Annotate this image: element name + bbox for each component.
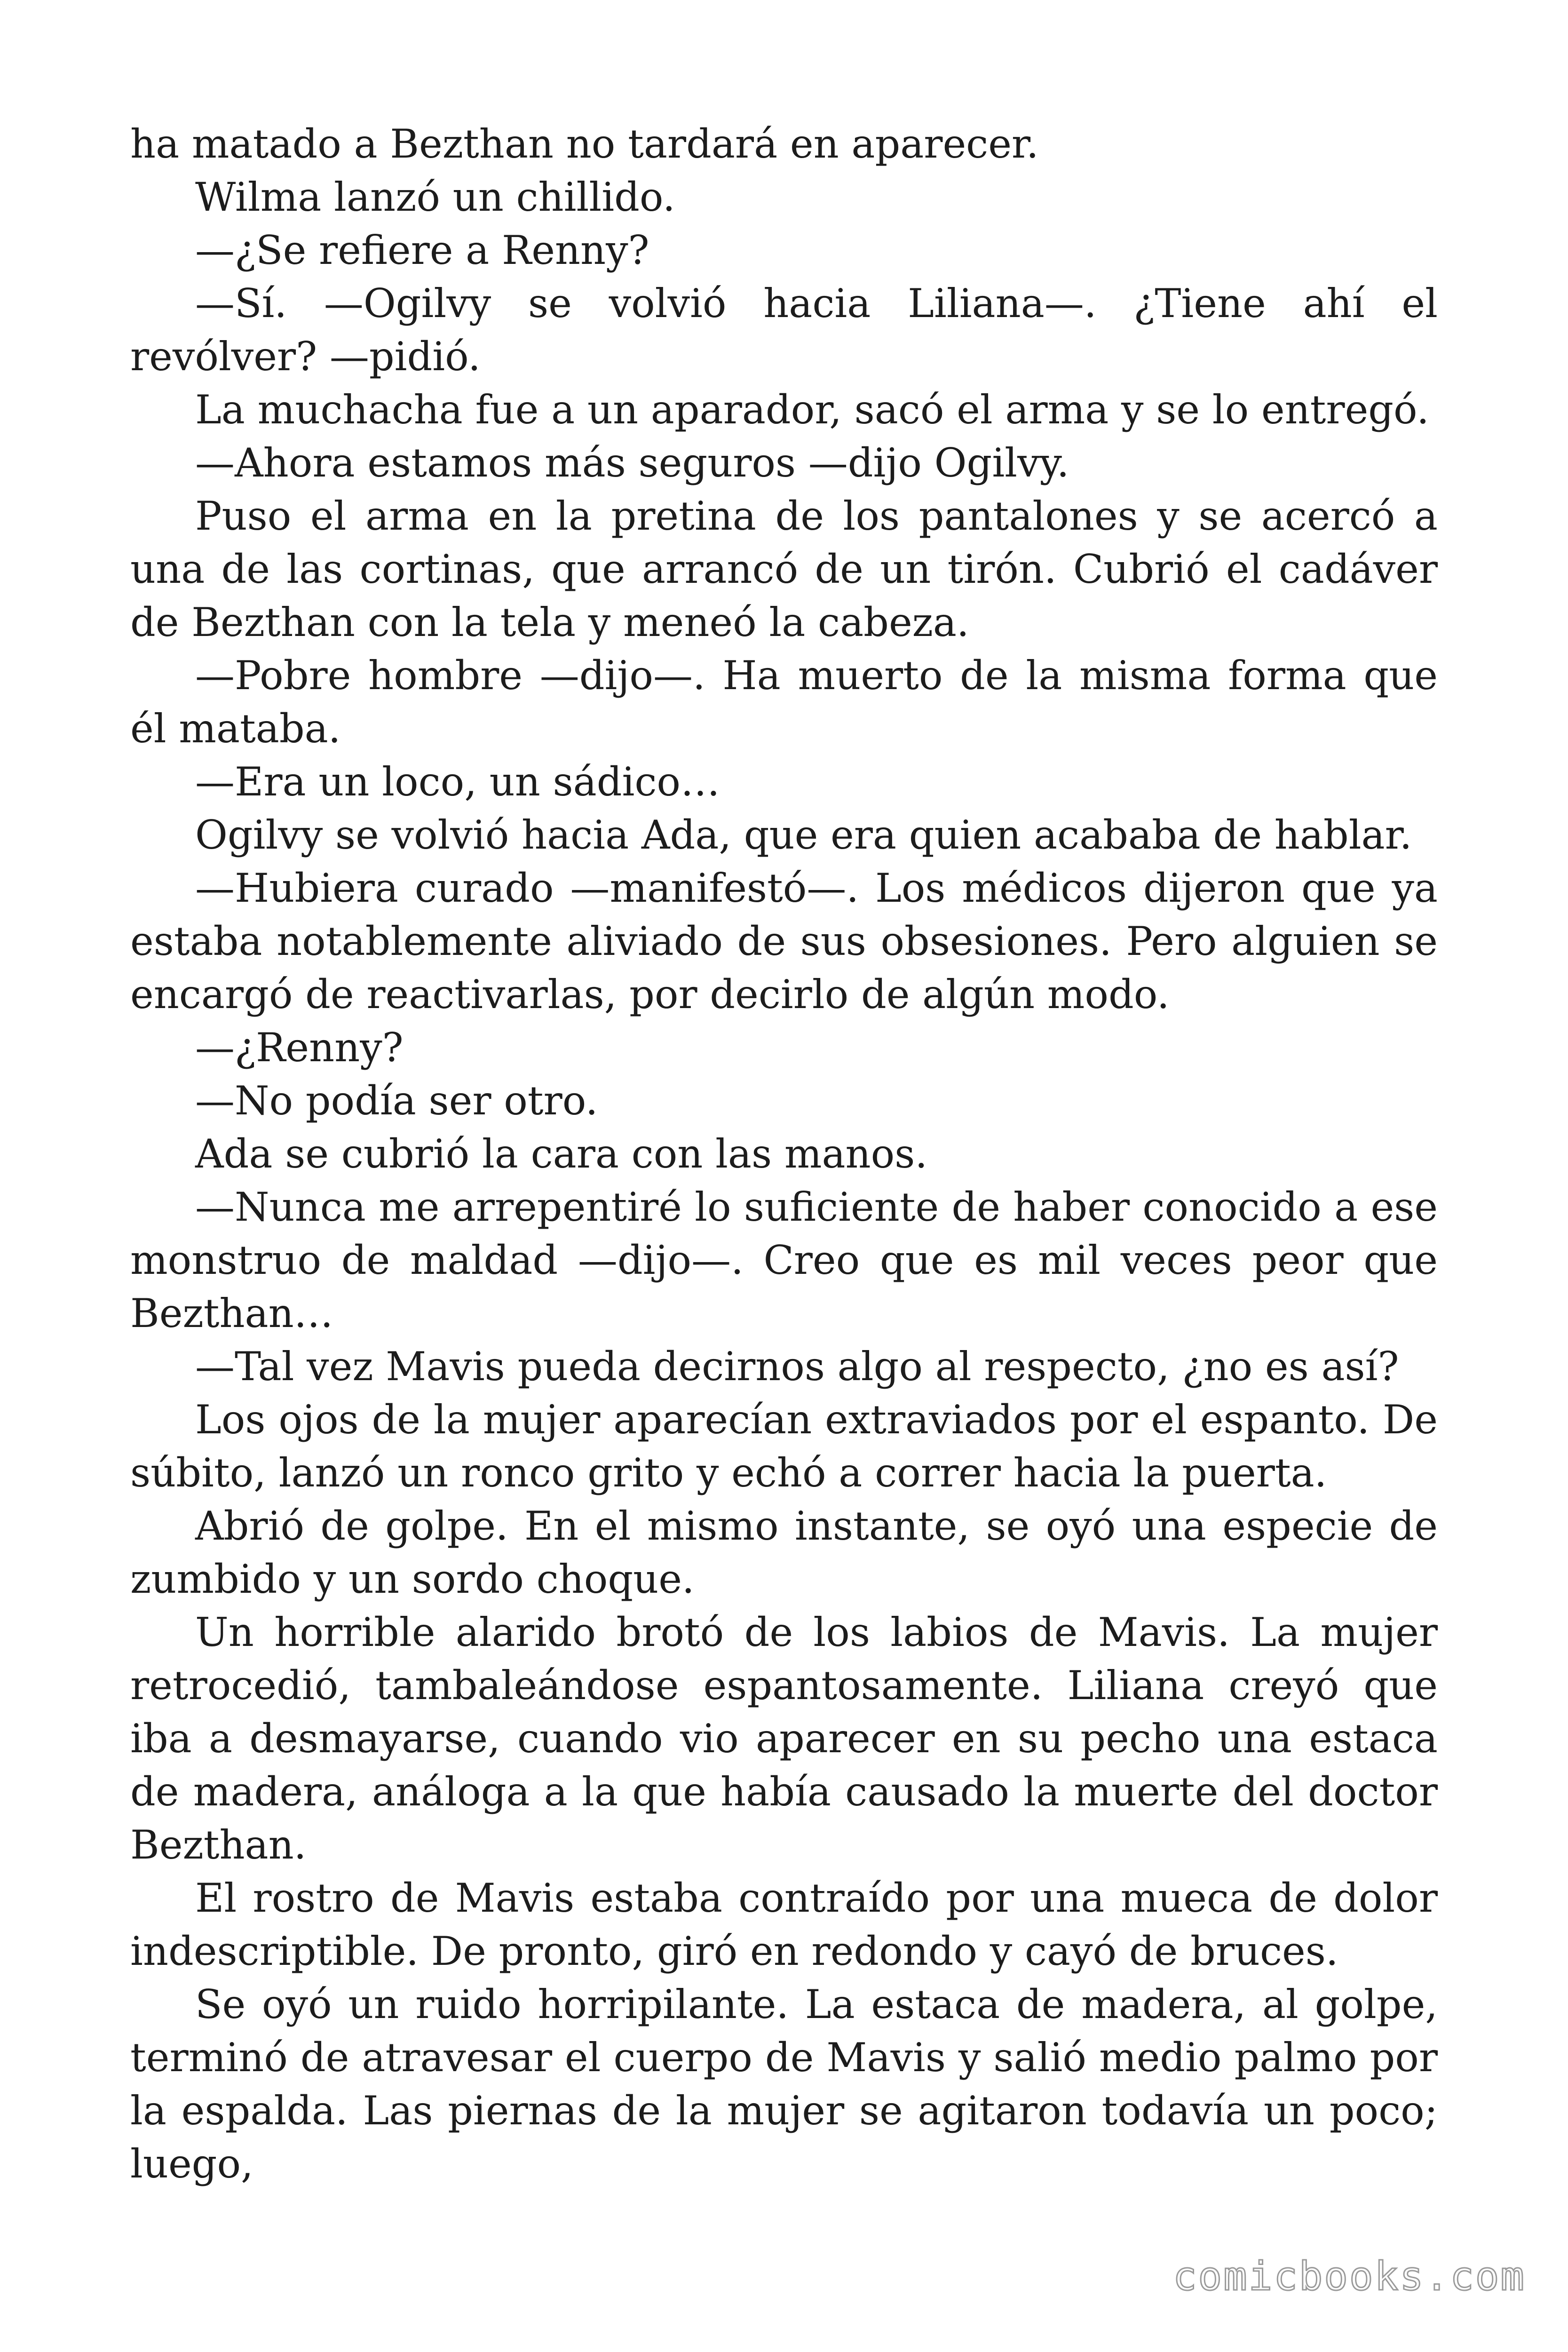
paragraph: —¿Se refiere a Renny? [195,227,649,273]
paragraph: Puso el arma en la pretina de los pantalones y se acercó a una de las cortinas, que arrancó de un tirón. Cubrió el cadáver de Bezthan con la tela y meneó la cabeza. [130,493,1438,645]
paragraph: —Tal vez Mavis pueda decirnos algo al respecto, ¿no es así? [195,1343,1399,1390]
paragraph: —Sí. —Ogilvy se volvió hacia Liliana—. ¿Tiene ahí el revólver? —pidió. [130,280,1438,380]
paragraph: Ogilvy se volvió hacia Ada, que era quien acababa de hablar. [195,812,1412,858]
paragraph: El rostro de Mavis estaba contraído por una mueca de dolor indescriptible. De pronto, giró en redondo y cayó de bruces. [130,1875,1438,1974]
paragraph: La muchacha fue a un aparador, sacó el arma y se lo entregó. [195,387,1429,433]
paragraph: —Nunca me arrepentiré lo suficiente de haber conocido a ese monstruo de maldad —dijo—. Creo que es mil veces peor que Bezthan… [130,1184,1438,1336]
paragraph: Los ojos de la mujer aparecían extraviados por el espanto. De súbito, lanzó un ronco grito y echó a correr hacia la puerta. [130,1397,1438,1496]
paragraph: —¿Renny? [195,1025,404,1071]
paragraph: Abrió de golpe. En el mismo instante, se oyó una especie de zumbido y un sordo choque. [130,1503,1438,1602]
paragraph: Un horrible alarido brotó de los labios de Mavis. La mujer retrocedió, tambaleándose espantosamente. Liliana creyó que iba a desmayarse, cuando vio aparecer en su pecho una estaca de madera, análoga a la que había causado la muerte del doctor Bezthan. [130,1609,1438,1868]
paragraph: Se oyó un ruido horripilante. La estaca de madera, al golpe, terminó de atravesar el cuerpo de Mavis y salió medio palmo por la espalda. Las piernas de la mujer se agitaron todavía un poco; luego, [130,1981,1438,2187]
paragraph: Ada se cubrió la cara con las manos. [195,1131,928,1177]
paragraph: —Pobre hombre —dijo—. Ha muerto de la misma forma que él mataba. [130,652,1438,752]
watermark-logo: comicbooks.com [1172,2253,1526,2299]
paragraph: —No podía ser otro. [195,1078,598,1124]
paragraph: Wilma lanzó un chillido. [195,174,675,220]
paragraph: ha matado a Bezthan no tardará en aparecer. [130,121,1039,167]
paragraph: —Era un loco, un sádico… [195,759,720,805]
body-text [130,118,1438,2191]
paragraph: —Hubiera curado —manifestó—. Los médicos dijeron que ya estaba notablemente aliviado de sus obsesiones. Pero alguien se encargó de reactivarlas, por decirlo de algún modo. [130,865,1438,1017]
paragraph: —Ahora estamos más seguros —dijo Ogilvy. [195,440,1069,486]
